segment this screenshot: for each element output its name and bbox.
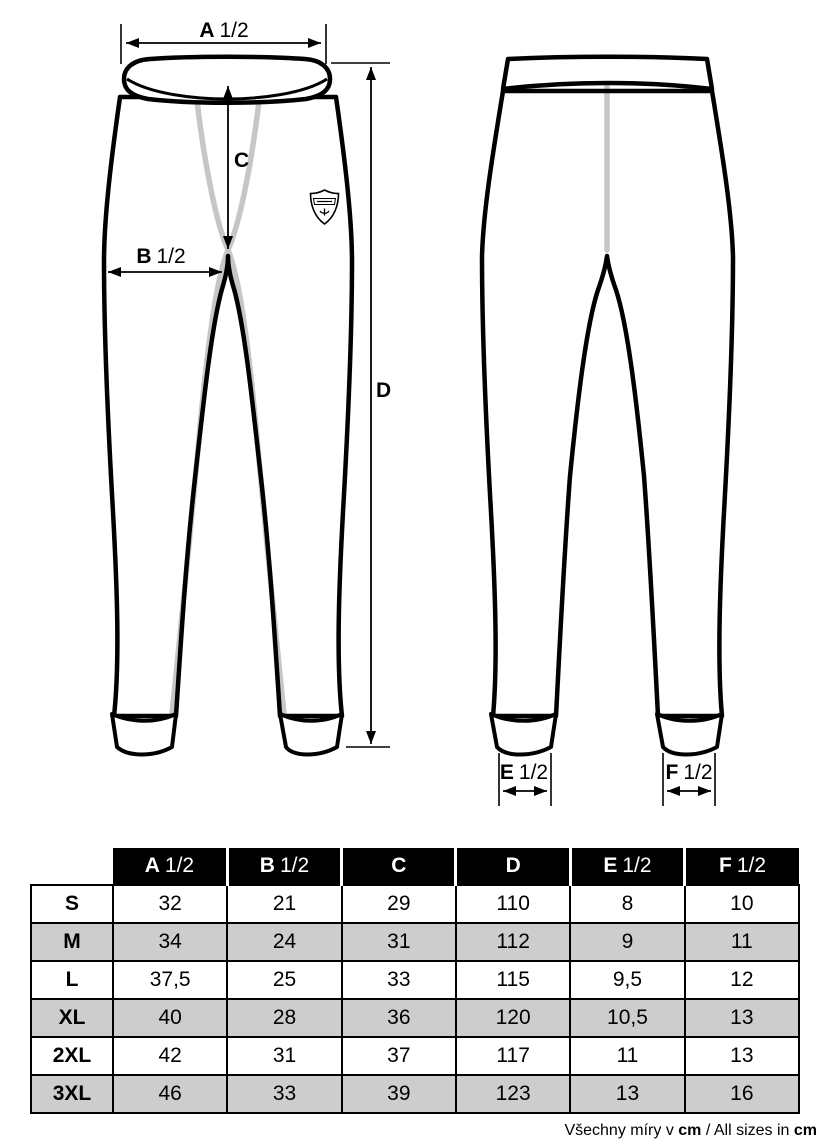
col-header-c: [342, 848, 456, 885]
col-header-c-letter: C: [391, 854, 407, 877]
value-cell: 31: [227, 1037, 341, 1075]
value-cell: 39: [342, 1075, 456, 1113]
value-cell: 117: [456, 1037, 570, 1075]
size-label: 3XL: [31, 1075, 113, 1113]
back-waistband: [503, 57, 712, 89]
value-cell: 10: [685, 885, 799, 923]
front-waistband: [124, 57, 330, 103]
value-cell: 12: [685, 961, 799, 999]
value-cell: 31: [342, 923, 456, 961]
value-cell: 46: [113, 1075, 227, 1113]
dim-label-e: [500, 762, 548, 783]
value-cell: 11: [685, 923, 799, 961]
size-row-xl: [31, 999, 799, 1037]
units-note-unit-cs: cm: [678, 1122, 702, 1139]
col-header-e-suffix: 1/2: [622, 854, 652, 877]
value-cell: 32: [113, 885, 227, 923]
value-cell: 37: [342, 1037, 456, 1075]
col-header-f-letter: F: [719, 854, 732, 877]
size-label: 2XL: [31, 1037, 113, 1075]
value-cell: 123: [456, 1075, 570, 1113]
value-cell: 36: [342, 999, 456, 1037]
col-header-e: [570, 848, 684, 885]
dim-label-a: [199, 20, 248, 41]
dim-label-c: [234, 150, 249, 171]
value-cell: 120: [456, 999, 570, 1037]
units-note-czech: Všechny míry v: [564, 1122, 679, 1139]
size-row-3xl: [31, 1075, 799, 1113]
size-row-l: [31, 961, 799, 999]
col-header-f-suffix: 1/2: [736, 854, 767, 877]
size-chart-table: [30, 848, 800, 1114]
value-cell: 9: [570, 923, 684, 961]
units-note-separator: /: [701, 1122, 714, 1139]
size-row-2xl: [31, 1037, 799, 1075]
back-left-cuff: [491, 714, 556, 755]
col-header-a-suffix: 1/2: [164, 854, 195, 877]
front-view: [104, 24, 390, 755]
dim-label-a-suffix: 1/2: [219, 19, 249, 42]
back-right-cuff: [657, 714, 722, 755]
size-label: L: [31, 961, 113, 999]
value-cell: 42: [113, 1037, 227, 1075]
size-label: M: [31, 923, 113, 961]
value-cell: 10,5: [570, 999, 684, 1037]
value-cell: 13: [685, 1037, 799, 1075]
value-cell: 110: [456, 885, 570, 923]
col-header-d: [456, 848, 570, 885]
col-header-a-letter: A: [144, 854, 160, 877]
dim-label-c-letter: C: [234, 149, 250, 172]
dim-label-b: [136, 246, 185, 267]
col-header-e-letter: E: [603, 854, 618, 877]
dim-label-e-letter: E: [499, 761, 514, 784]
value-cell: 11: [570, 1037, 684, 1075]
value-cell: 8: [570, 885, 684, 923]
value-cell: 21: [227, 885, 341, 923]
size-label: XL: [31, 999, 113, 1037]
units-note: [30, 1122, 817, 1140]
value-cell: 9,5: [570, 961, 684, 999]
dim-label-f-letter: F: [665, 761, 679, 784]
header-row: [31, 848, 799, 885]
units-note-unit-en: cm: [793, 1122, 817, 1139]
value-cell: 13: [685, 999, 799, 1037]
col-header-f: [685, 848, 799, 885]
dim-label-d: [376, 380, 391, 401]
col-header-b: [227, 848, 341, 885]
value-cell: 28: [227, 999, 341, 1037]
dim-label-e-suffix: 1/2: [518, 761, 549, 784]
value-cell: 13: [570, 1075, 684, 1113]
front-left-cuff: [112, 714, 176, 755]
value-cell: 25: [227, 961, 341, 999]
col-header-d-letter: D: [505, 854, 521, 877]
dim-label-f-suffix: 1/2: [683, 761, 713, 784]
dim-label-d-letter: D: [376, 379, 392, 402]
value-cell: 33: [227, 1075, 341, 1113]
size-row-s: [31, 885, 799, 923]
col-header-b-letter: B: [259, 854, 275, 877]
front-right-cuff: [280, 714, 342, 755]
value-cell: 112: [456, 923, 570, 961]
back-view: [482, 57, 733, 806]
value-cell: 24: [227, 923, 341, 961]
dim-label-b-suffix: 1/2: [156, 245, 186, 268]
dim-label-f: [665, 762, 712, 783]
dim-label-a-letter: A: [199, 19, 215, 42]
value-cell: 115: [456, 961, 570, 999]
value-cell: 16: [685, 1075, 799, 1113]
size-label: S: [31, 885, 113, 923]
size-row-m: [31, 923, 799, 961]
value-cell: 37,5: [113, 961, 227, 999]
value-cell: 33: [342, 961, 456, 999]
value-cell: 34: [113, 923, 227, 961]
value-cell: 40: [113, 999, 227, 1037]
units-note-english: All sizes in: [713, 1122, 794, 1139]
col-header-b-suffix: 1/2: [279, 854, 310, 877]
dim-label-b-letter: B: [136, 245, 152, 268]
col-header-a: [113, 848, 227, 885]
corner-cell: [31, 848, 113, 885]
value-cell: 29: [342, 885, 456, 923]
